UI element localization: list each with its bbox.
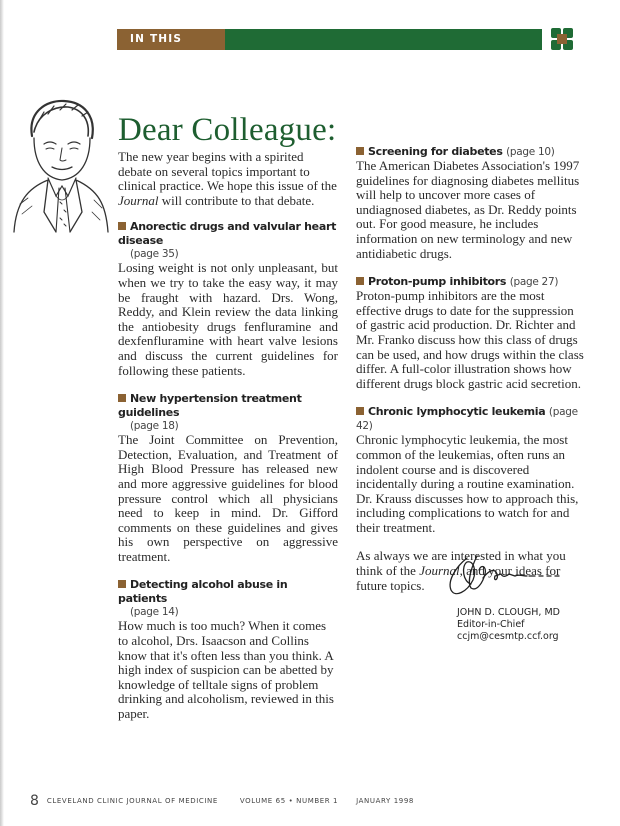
article-heading: Chronic lymphocytic leukemia (page 42)	[356, 405, 578, 433]
page-reference: (page 42)	[356, 406, 578, 433]
letter-intro: The new year begins with a spirited debate on several topics important to clinical practice. We hope this issue of the Journal will contribute to that debate.	[118, 149, 337, 208]
section-label: IN THIS ISSUE	[117, 29, 225, 50]
article-heading: Proton-pump inhibitors (page 27)	[356, 275, 584, 289]
article-body: The Joint Committee on Prevention, Detection, Evaluation, and Treatment of High Blood Pressure has released new and more aggressive guidelines for blood pressure control which all physicians need to keep in mind. Dr. Gifford comments on these guidelines and gives his own perspective on aggressive treatment.	[118, 432, 338, 564]
bullet-square-icon	[118, 222, 126, 230]
article-heading: Screening for diabetes (page 10)	[356, 145, 584, 159]
article-summary	[118, 392, 338, 564]
page-reference: (page 10)	[506, 146, 555, 158]
editor-portrait	[4, 92, 116, 234]
article-summary	[356, 275, 584, 391]
page-reference: (page 18)	[130, 420, 179, 433]
page-footer	[30, 793, 530, 809]
bullet-square-icon	[356, 277, 364, 285]
page-reference: (page 35)	[130, 248, 179, 261]
article-heading: Anorectic drugs and valvular heart disease	[118, 220, 337, 248]
left-column	[118, 150, 338, 736]
journal-name: CLEVELAND CLINIC JOURNAL OF MEDICINE	[46, 797, 218, 805]
letter-title: Dear Colleague:	[118, 112, 337, 148]
article-heading: New hypertension treatment guidelines	[118, 392, 302, 420]
signature-block	[437, 552, 607, 643]
closing-paragraph: As always we are interested in what you think of the Journal, and your ideas for future topics.	[356, 548, 566, 593]
editor-title: Editor-in-Chief	[457, 619, 525, 630]
editor-name: JOHN D. CLOUGH, MD	[457, 607, 560, 618]
clover-logo-icon	[551, 28, 573, 50]
signature-icon	[437, 552, 577, 602]
page-reference: (page 27)	[509, 276, 559, 289]
article-body: Proton-pump inhibitors are the most effective drugs to date for the suppression of gastric acid production. Dr. Richter and Mr. Franko discuss how this class of drugs can be used, and how drugs within the class differ. A full-color illustration shows how different drugs block gastric acid secretion.	[356, 288, 584, 391]
article-summary	[356, 405, 584, 535]
editor-email: ccjm@cesmtp.ccf.org	[457, 631, 559, 642]
article-summary	[356, 145, 584, 261]
article-body: The American Diabetes Association's 1997 guidelines for diagnosing diabetes mellitus will help to uncover more cases of undiagnosed diabetes, as Dr. Reddy points out. For good measure, he includes information on new terminology and new antidiabetic drugs.	[356, 158, 580, 261]
article-body: Chronic lymphocytic leukemia, the most common of the leukemias, often runs an indolent course and is discovered incidentally during a routine examination. Dr. Krauss discusses how to approach this, including complications to watch for and their treatment.	[356, 432, 579, 535]
section-banner	[117, 29, 542, 66]
article-summary	[118, 578, 338, 721]
bullet-square-icon	[118, 580, 126, 588]
right-column	[356, 145, 584, 593]
article-body: How much is too much? When it comes to alcohol, Drs. Isaacson and Collins know that it's often less than you think. A high index of suspicion can be abetted by knowledge of telltale signs of problem drinking and alcoholism, reviewed in this paper.	[118, 618, 334, 722]
article-heading: Detecting alcohol abuse in patients	[118, 578, 288, 606]
portrait-sketch-icon	[4, 92, 116, 234]
volume-info: VOLUME 65 • NUMBER 1	[239, 797, 339, 805]
issue-date: JANUARY 1998	[356, 797, 414, 805]
bullet-square-icon	[118, 394, 126, 402]
page-reference: (page 14)	[130, 606, 179, 619]
bullet-square-icon	[356, 407, 364, 415]
bullet-square-icon	[356, 147, 364, 155]
article-summary	[118, 220, 338, 378]
page-number: 8	[30, 793, 39, 809]
article-body: Losing weight is not only unpleasant, but when we try to take the easy way, it may be fraught with hazard. Drs. Wong, Reddy, and Klein review the data linking the antiobesity drugs fenfluramine and dexfenfluramine with heart valve lesions and discuss the current guidelines for following these patients.	[118, 260, 338, 378]
